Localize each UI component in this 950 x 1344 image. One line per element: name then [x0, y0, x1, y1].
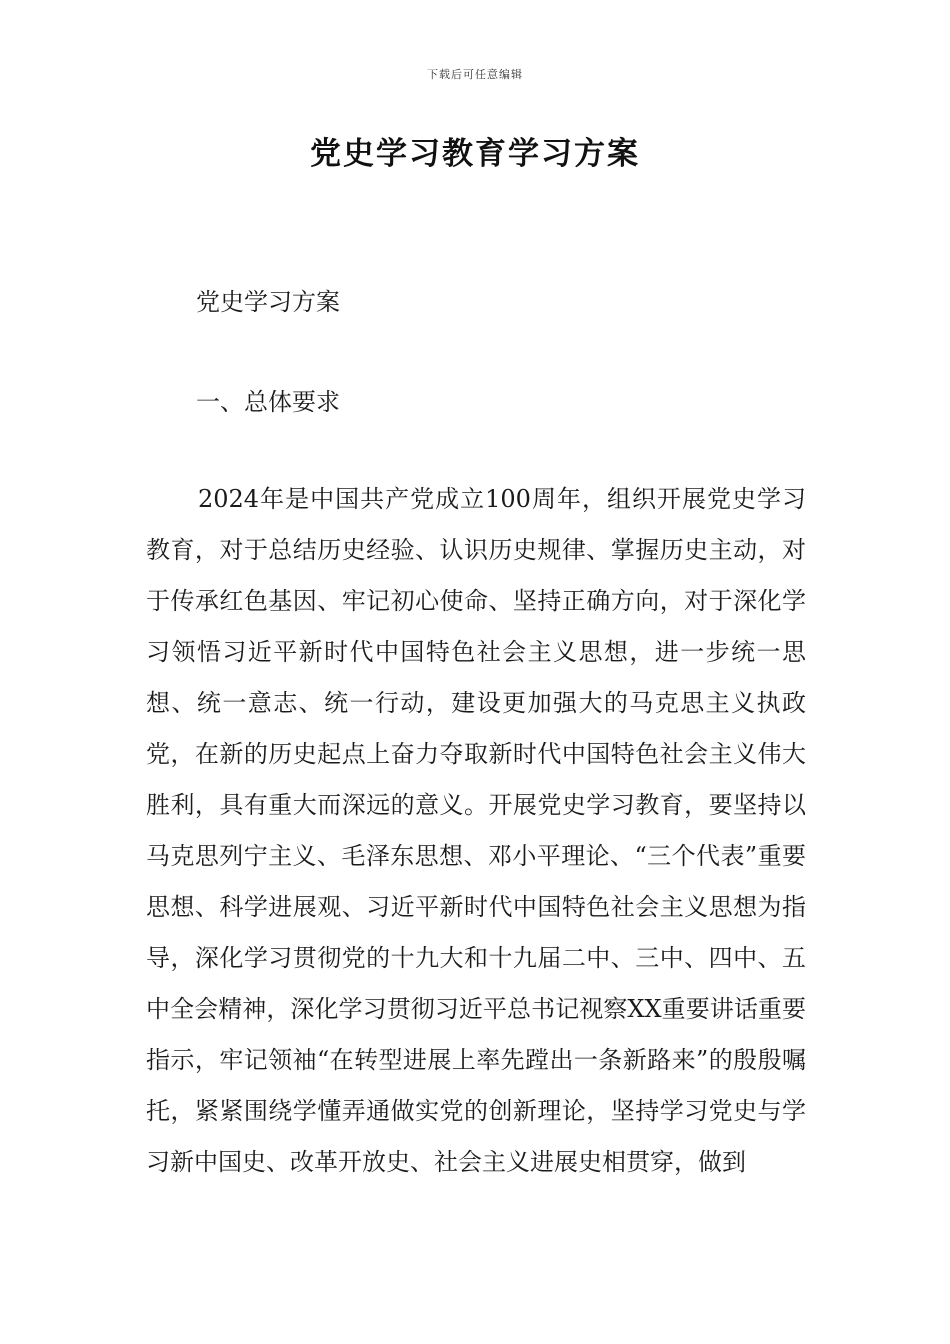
section-heading: 一、总体要求: [196, 388, 340, 416]
download-note: 下载后可任意编辑: [427, 68, 523, 81]
document-subtitle: 党史学习方案: [196, 288, 340, 316]
document-title: 党史学习教育学习方案: [310, 136, 640, 172]
body-paragraph: 2024年是中国共产党成立100周年，组织开展党史学习教育，对于总结历史经验、认识历史规律、掌握历史主动，对于传承红色基因、牢记初心使命、坚持正确方向，对于深化学习领悟习近平新时代中国特色社会主义思想，进一步统一思想、统一意志、统一行动，建设更加强大的马克思主义执政党，在新的历史起点上奋力夺取新时代中国特色社会主义伟大胜利，具有重大而深远的意义。开展党史学习教育，要坚持以马克思列宁主义、毛泽东思想、邓小平理论、“三个代表”重要思想、科学进展观、习近平新时代中国特色社会主义思想为指导，深化学习贯彻党的十九大和十九届二中、三中、四中、五中全会精神，深化学习贯彻习近平总书记视察XX重要讲话重要指示，牢记领袖“在转型进展上率先蹚出一条新路来”的殷殷嘱托，紧紧围绕学懂弄通做实党的创新理论，坚持学习党史与学习新中国史、改革开放史、社会主义进展史相贯穿，做到: [146, 485, 806, 1176]
